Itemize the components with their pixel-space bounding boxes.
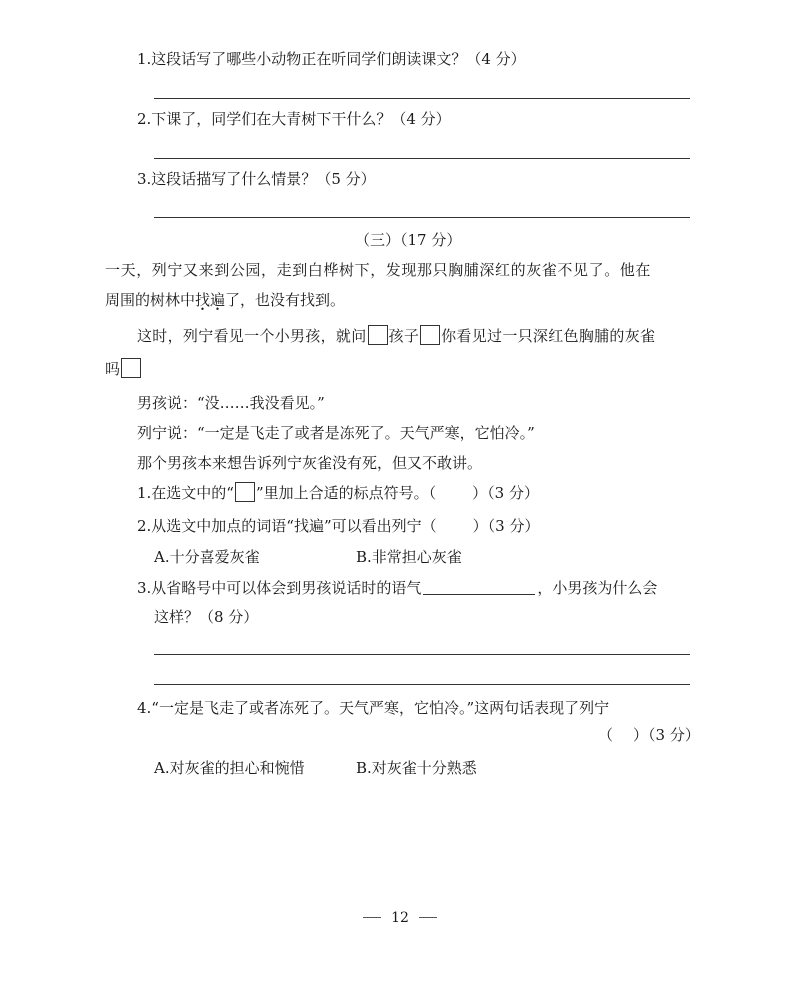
answer-line (154, 158, 690, 159)
question-2-text: 2.下课了，同学们在大青树下干什么？（4 分） (137, 110, 451, 128)
question-text: ，小男孩为什么会 (537, 579, 658, 597)
question-4-text: 4.“一定是飞走了或者冻死了。天气严寒，它怕冷。”这两句话表现了列宁 (137, 699, 610, 717)
passage-text: 这时，列宁看见一个小男孩，就问 (137, 327, 367, 345)
question-text: 3.从省略号中可以体会到男孩说话时的语气 (137, 579, 422, 597)
passage-line: 那个男孩本来想告诉列宁灰雀没有死，但又不敢讲。 (137, 454, 483, 472)
punctuation-box[interactable] (368, 325, 388, 345)
punctuation-box[interactable] (121, 358, 141, 378)
passage-line: 列宁说：“一定是飞走了或者是冻死了。天气严寒，它怕冷。” (137, 424, 535, 442)
passage-line (137, 325, 655, 347)
passage-line: 一天，列宁又来到公园，走到白桦树下，发现那只胸脯深红的灰雀不见了。他在 (105, 261, 652, 279)
answer-line (154, 684, 690, 685)
question-4-score (598, 724, 700, 746)
passage-text: 了，也没有找到。 (225, 291, 346, 309)
question-text: 2.从选文中加点的词语“找遍”可以看出列宁（ (137, 517, 437, 535)
punctuation-box[interactable] (420, 325, 440, 345)
dotted-char: 遍 (210, 291, 226, 309)
option-a: A.对灰雀的担心和惋惜 (154, 759, 305, 777)
question-text: ）（3 分） (472, 517, 540, 535)
passage-text: 周围的树林中 (105, 291, 196, 309)
punctuation-box (235, 482, 255, 502)
passage-text: 孩子 (388, 327, 420, 345)
option-b: B.对灰雀十分熟悉 (356, 759, 477, 777)
passage-text: 吗 (105, 360, 121, 378)
passage-line (105, 289, 345, 311)
question-text: （ (598, 726, 614, 744)
passage-line: 男孩说：“没……我没看见。” (137, 394, 325, 412)
question-2-text (137, 515, 539, 537)
option-a: A.十分喜爱灰雀 (154, 548, 260, 566)
question-text: ）（3 分） (472, 484, 539, 502)
answer-line (154, 217, 690, 218)
divider (419, 917, 437, 918)
question-1-text (137, 482, 539, 504)
question-3-text (137, 577, 657, 599)
answer-line (154, 98, 690, 99)
question-1-text: 1.这段话写了哪些小动物正在听同学们朗读课文？（4 分） (137, 50, 526, 68)
answer-blank[interactable] (423, 580, 535, 595)
question-3-text: 3.这段话描写了什么情景？（5 分） (137, 170, 376, 188)
page-number-text: 12 (391, 910, 409, 926)
answer-line (154, 654, 690, 655)
section-heading: （三）（17 分） (355, 231, 462, 249)
dotted-char: 找 (195, 291, 211, 309)
option-b: B.非常担心灰雀 (356, 548, 462, 566)
divider (363, 917, 381, 918)
question-3-text-cont: 这样？（8 分） (154, 608, 259, 626)
passage-line (105, 358, 142, 380)
question-text: 1.在选文中的“ (137, 484, 234, 502)
page-number (0, 907, 800, 929)
question-text: ”里加上合适的标点符号。（ (255, 484, 437, 502)
passage-text: 你看见过一只深红色胸脯的灰雀 (441, 327, 656, 345)
question-text: ）（3 分） (633, 726, 700, 744)
